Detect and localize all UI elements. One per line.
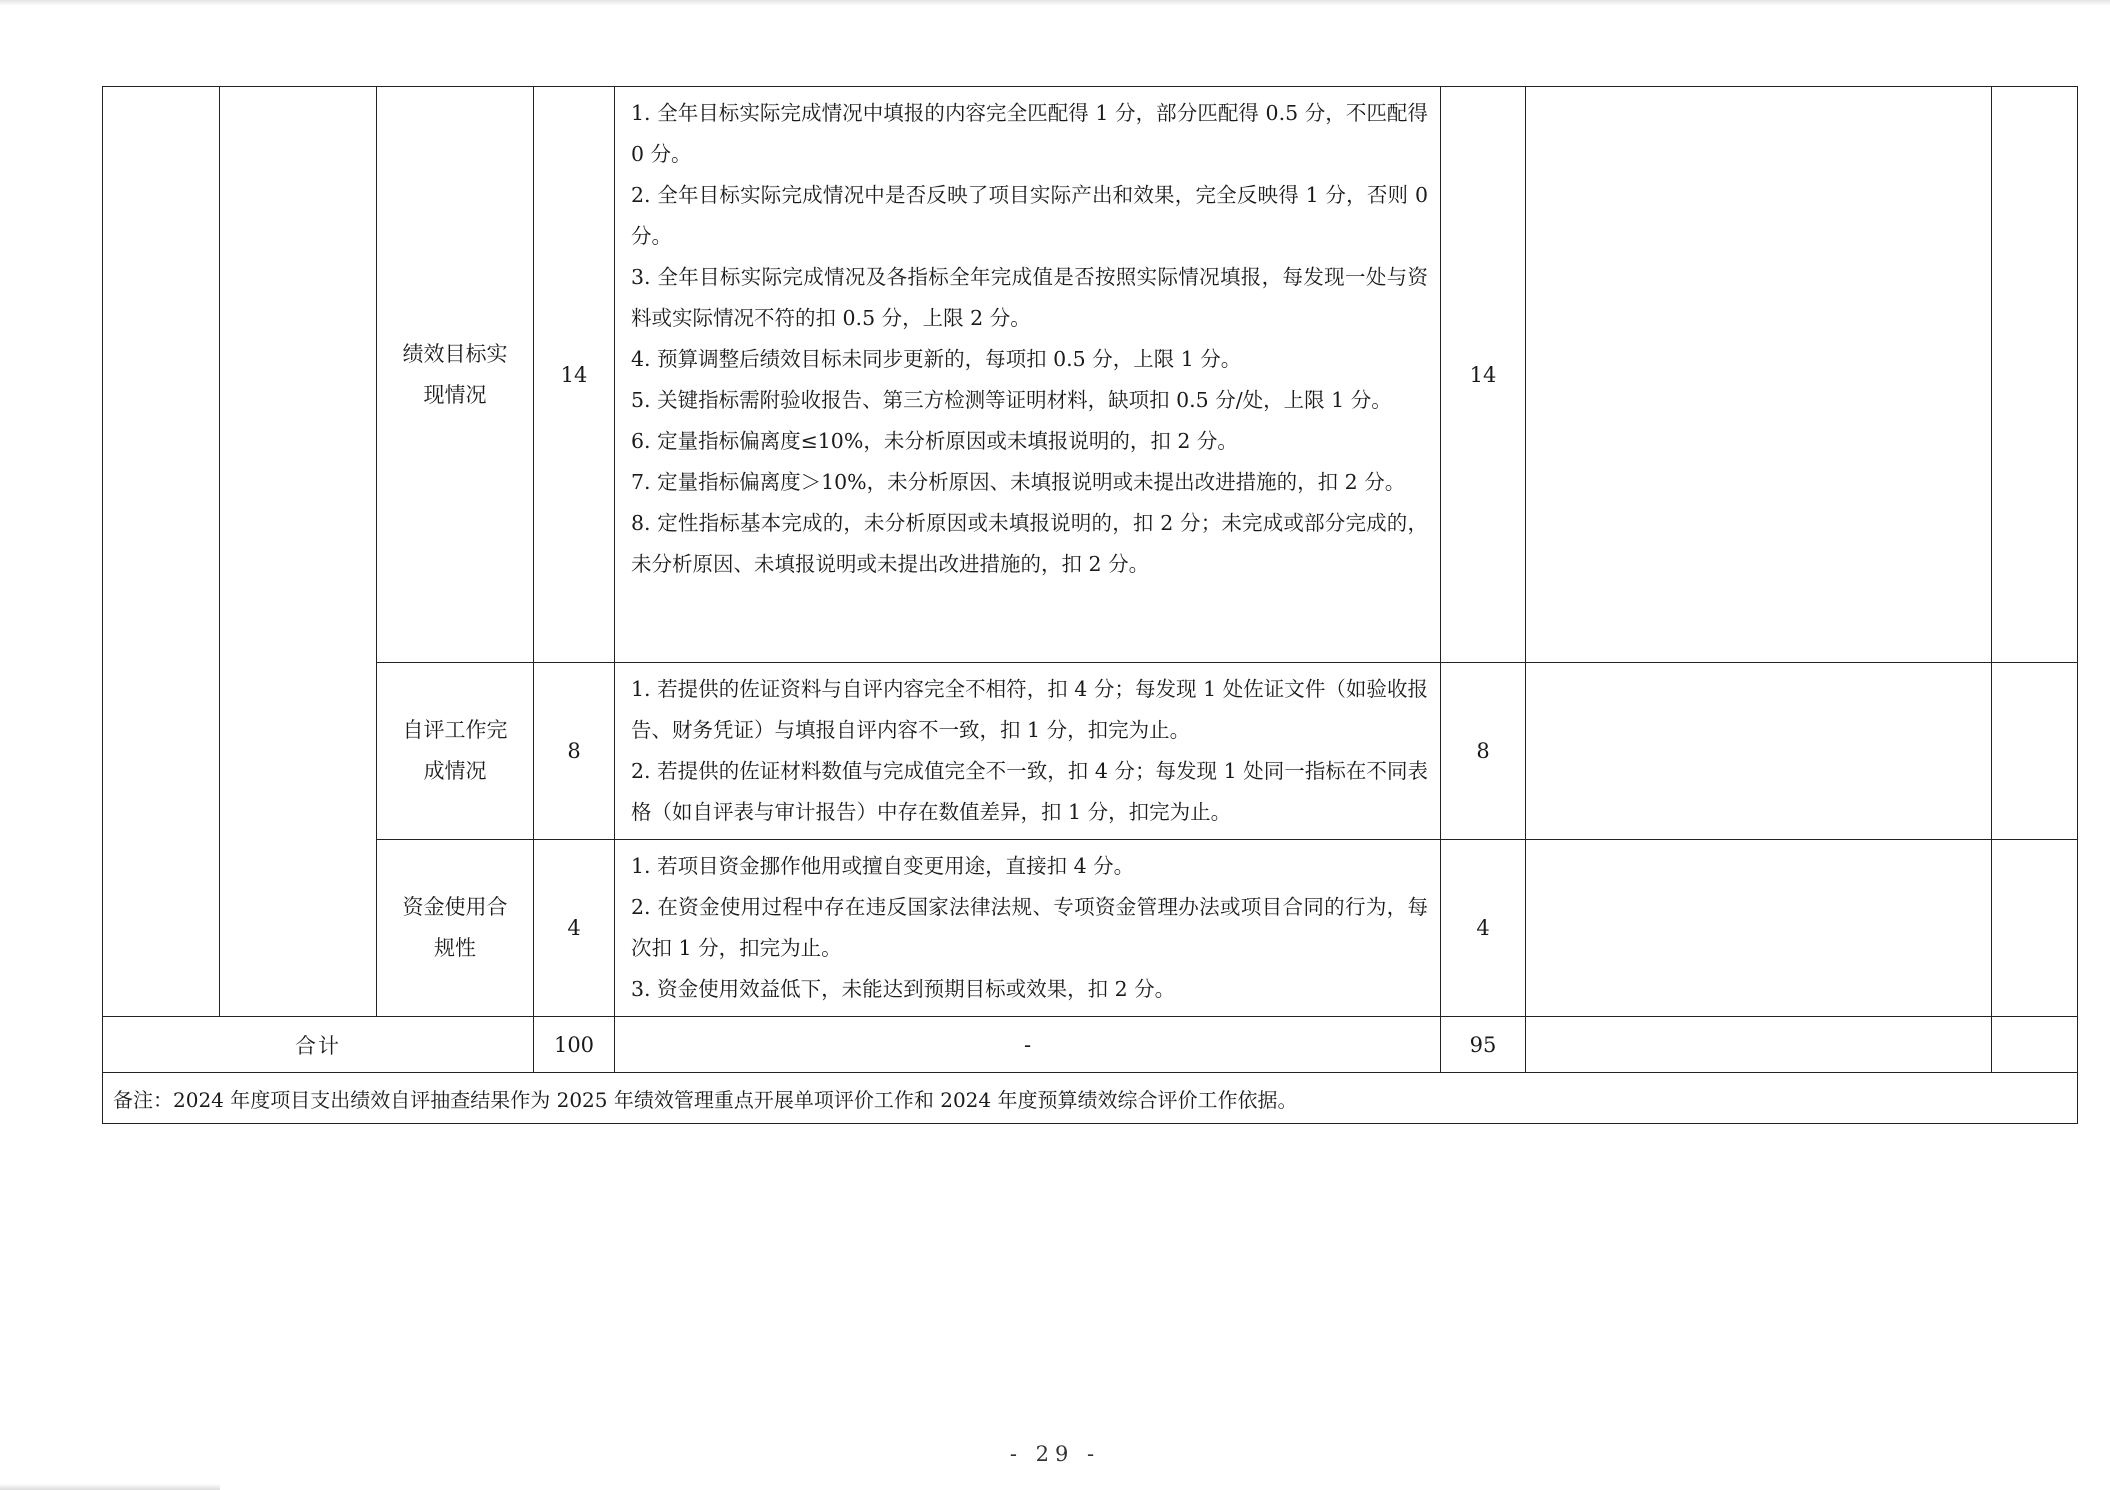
score-cell: 8 (1441, 663, 1526, 840)
total-weight: 100 (534, 1017, 615, 1073)
extra-cell (1992, 87, 2078, 663)
total-score: 95 (1441, 1017, 1526, 1073)
total-row (103, 1017, 2078, 1073)
criteria-cell (615, 87, 1441, 663)
total-extra-cell (1992, 1017, 2078, 1073)
table-row (103, 663, 2078, 840)
weight-cell: 4 (534, 840, 615, 1017)
criteria-cell (615, 840, 1441, 1017)
note-row (103, 1073, 2078, 1124)
criteria-item: 2. 若提供的佐证材料数值与完成值完全不一致，扣 4 分；每发现 1 处同一指标在不同表格（如自评表与审计报告）中存在数值差异，扣 1 分，扣完为止。 (631, 759, 1428, 824)
remark-cell (1526, 663, 1992, 840)
score-cell: 14 (1441, 87, 1526, 663)
extra-cell (1992, 663, 2078, 840)
category-cell-level1 (103, 87, 220, 1017)
indicator-label: 资金使用合规性 (402, 895, 508, 960)
criteria-item: 1. 全年目标实际完成情况中填报的内容完全匹配得 1 分，部分匹配得 0.5 分，不匹配得 0 分。 (631, 101, 1428, 166)
total-label-text: 合计 (295, 1033, 341, 1058)
criteria-item: 1. 若提供的佐证资料与自评内容完全不相符，扣 4 分；每发现 1 处佐证文件（如验收报告、财务凭证）与填报自评内容不一致，扣 1 分，扣完为止。 (631, 677, 1428, 742)
table-row (103, 87, 2078, 663)
remark-cell (1526, 840, 1992, 1017)
total-remark-cell (1526, 1017, 1992, 1073)
remark-cell (1526, 87, 1992, 663)
table-row (103, 840, 2078, 1017)
page-number: - 29 - (1009, 1442, 1101, 1466)
criteria-item: 3. 资金使用效益低下，未能达到预期目标或效果，扣 2 分。 (631, 977, 1176, 1001)
criteria-item: 6. 定量指标偏离度≤10%，未分析原因或未填报说明的，扣 2 分。 (631, 429, 1238, 453)
criteria-item: 7. 定量指标偏离度＞10%，未分析原因、未填报说明或未提出改进措施的，扣 2 分。 (631, 470, 1406, 494)
weight-cell: 8 (534, 663, 615, 840)
scan-bottom-edge (0, 1484, 220, 1490)
criteria-item: 2. 全年目标实际完成情况中是否反映了项目实际产出和效果，完全反映得 1 分，否则 0 分。 (631, 183, 1428, 248)
criteria-item: 3. 全年目标实际完成情况及各指标全年完成值是否按照实际情况填报，每发现一处与资料或实际情况不符的扣 0.5 分，上限 2 分。 (631, 265, 1428, 330)
category-cell-level2 (220, 87, 377, 1017)
footnote: 备注：2024 年度项目支出绩效自评抽查结果作为 2025 年绩效管理重点开展单项评价工作和 2024 年度预算绩效综合评价工作依据。 (103, 1073, 2078, 1124)
criteria-cell (615, 663, 1441, 840)
indicator-cell (377, 663, 534, 840)
weight-cell: 14 (534, 87, 615, 663)
criteria-item: 5. 关键指标需附验收报告、第三方检测等证明材料，缺项扣 0.5 分/处，上限 1 分。 (631, 388, 1392, 412)
indicator-label: 绩效目标实现情况 (402, 341, 508, 407)
indicator-label: 自评工作完成情况 (402, 718, 508, 783)
total-criteria: - (615, 1017, 1441, 1073)
criteria-item: 8. 定性指标基本完成的，未分析原因或未填报说明的，扣 2 分；未完成或部分完成的，未分析原因、未填报说明或未提出改进措施的，扣 2 分。 (631, 511, 1428, 576)
indicator-cell (377, 87, 534, 663)
evaluation-table (102, 86, 2078, 1124)
score-cell: 4 (1441, 840, 1526, 1017)
criteria-item: 4. 预算调整后绩效目标未同步更新的，每项扣 0.5 分，上限 1 分。 (631, 347, 1242, 371)
total-label (103, 1017, 534, 1073)
indicator-cell (377, 840, 534, 1017)
criteria-item: 1. 若项目资金挪作他用或擅自变更用途，直接扣 4 分。 (631, 854, 1135, 878)
criteria-item: 2. 在资金使用过程中存在违反国家法律法规、专项资金管理办法或项目合同的行为，每次扣 1 分，扣完为止。 (631, 895, 1428, 960)
scan-top-edge (0, 0, 2110, 6)
extra-cell (1992, 840, 2078, 1017)
